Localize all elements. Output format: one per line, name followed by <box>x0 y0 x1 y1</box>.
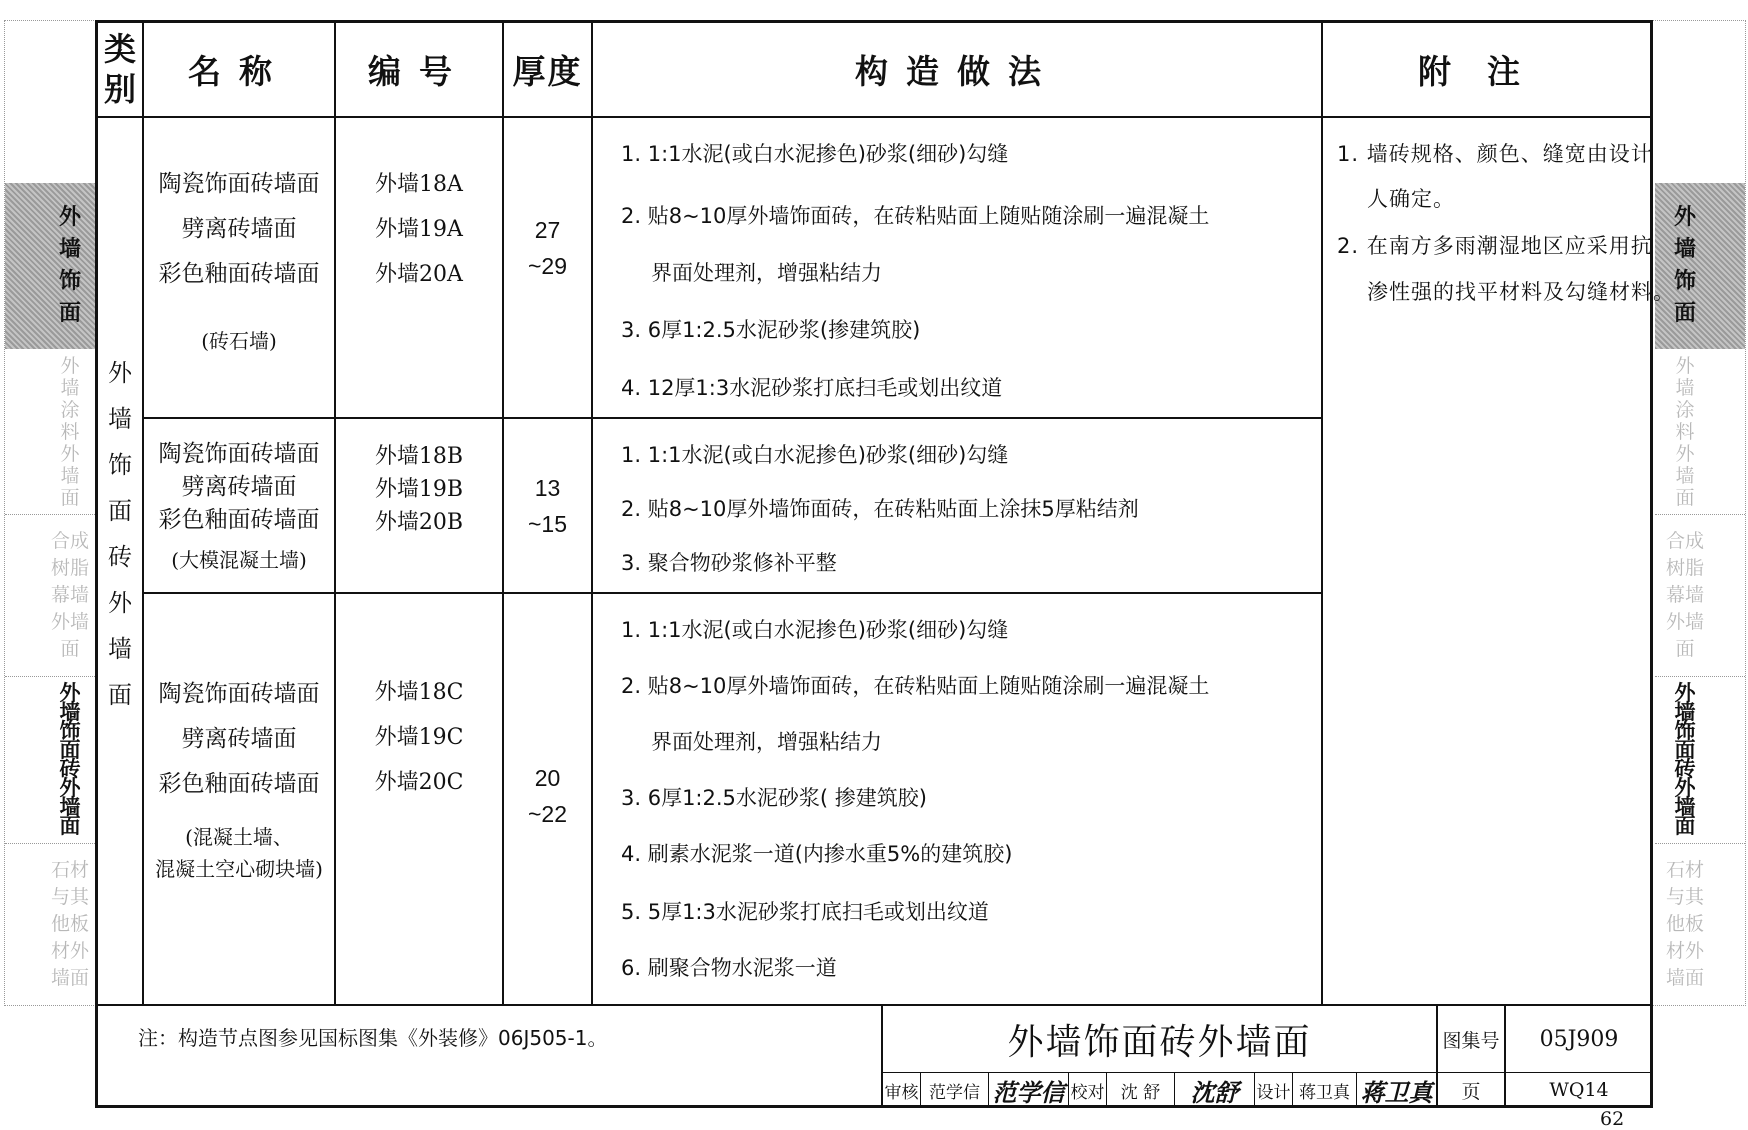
remark-line: 渗性强的找平材料及勾缝材料。 <box>1367 280 1675 304</box>
tab-char: 墙 <box>1675 376 1695 399</box>
tab-char: 他板 <box>1665 913 1704 935</box>
row1-step: 1. 1:1水泥(或白水泥掺色)砂浆(细砂)勾缝 <box>621 142 1009 166</box>
row2-name: 劈离砖墙面 <box>181 474 297 500</box>
row3-step: 3. 6厚1:2.5水泥砂浆( 掺建筑胶) <box>621 786 927 810</box>
row2-name: 陶瓷饰面砖墙面 <box>158 441 320 467</box>
row2-step: 2. 贴8~10厚外墙饰面砖，在砖粘贴面上涂抹5厚粘结剂 <box>621 497 1139 521</box>
header-thickness <box>504 22 591 116</box>
row1-code-cell <box>336 162 502 297</box>
tab-char: 饰 <box>1673 269 1696 294</box>
row2-steps <box>593 419 1321 592</box>
tab-char: 外 <box>60 442 80 465</box>
row3-thickness: 20 <box>534 765 561 791</box>
remark-line: 1. 墙砖规格、颜色、缝宽由设计 <box>1337 142 1653 166</box>
row1-thickness: 27 <box>534 217 561 243</box>
right-tab-resin-curtain-wall[interactable] <box>1655 515 1745 677</box>
row3-code: 外墙20C <box>374 770 464 795</box>
tab-char: 墙 <box>60 464 80 487</box>
header-category <box>98 22 142 116</box>
header-code <box>336 22 502 116</box>
page-value <box>1506 1073 1652 1107</box>
tab-char: 墙 <box>1673 237 1696 262</box>
left-tab-tile-wall-active[interactable] <box>5 677 95 844</box>
header-thickness-label: 厚度 <box>512 51 583 91</box>
row3-name: 劈离砖墙面 <box>181 726 297 752</box>
tab-char: 外 <box>1675 442 1695 465</box>
header-code-label: 编号 <box>368 51 470 91</box>
tab-char: 墙 <box>1674 700 1696 724</box>
drawing-title-text: 外墙饰面砖外墙面 <box>1007 1021 1312 1063</box>
tab-char: 墙 <box>59 795 81 819</box>
row1-name: 陶瓷饰面砖墙面 <box>158 171 320 197</box>
row2-code: 外墙18B <box>374 444 464 469</box>
tab-char: 外 <box>59 776 81 800</box>
header-name <box>144 22 334 116</box>
row3-step: 界面处理剂，增强粘结力 <box>651 730 882 754</box>
tab-char: 合成 <box>50 530 89 552</box>
tab-char: 外墙 <box>50 611 89 633</box>
right-tab-paint-wall[interactable] <box>1655 349 1745 515</box>
row3-name: 陶瓷饰面砖墙面 <box>158 681 320 707</box>
row3-substrate: (混凝土墙、 <box>185 825 293 849</box>
row2-thickness: 13 <box>534 475 561 501</box>
tab-char: 外 <box>1675 354 1695 377</box>
tab-char: 幕墙 <box>50 584 89 606</box>
tab-char: 外 <box>1674 776 1696 800</box>
tab-char: 外 <box>58 205 81 230</box>
row1-thickness: ~29 <box>527 253 567 279</box>
tab-char: 料 <box>60 420 80 443</box>
tab-char: 材外 <box>1665 940 1704 962</box>
category-char: 外 <box>108 359 132 387</box>
tab-char: 面 <box>1675 486 1695 509</box>
remark-line: 2. 在南方多雨潮湿地区应采用抗 <box>1337 234 1653 258</box>
row1-code: 外墙20A <box>375 262 463 287</box>
tab-char: 面 <box>60 486 80 509</box>
tab-char: 幕墙 <box>1665 584 1704 606</box>
signoff-role-review: 审核 <box>883 1073 921 1107</box>
tab-char: 面 <box>59 814 81 838</box>
right-tab-tile-wall-active[interactable] <box>1655 677 1745 844</box>
row2-thickness: ~15 <box>527 511 567 537</box>
atlas-number-label <box>1438 1006 1504 1072</box>
row3-thickness-cell <box>504 760 591 832</box>
row3-name: 彩色釉面砖墙面 <box>158 771 320 797</box>
left-tab-exterior-finish[interactable] <box>5 183 95 349</box>
page-label-text: 页 <box>1461 1080 1481 1103</box>
tab-char: 面 <box>58 301 81 326</box>
category-char: 面 <box>108 497 132 525</box>
row3-code: 外墙19C <box>374 725 464 750</box>
tab-char: 墙 <box>60 376 80 399</box>
category-char: 墙 <box>108 635 132 663</box>
row2-code: 外墙20B <box>374 510 464 535</box>
tab-char: 树脂 <box>1665 557 1704 579</box>
remarks-cell <box>1323 118 1675 1004</box>
atlas-number-label-text: 图集号 <box>1442 1029 1500 1052</box>
tab-char: 外 <box>60 354 80 377</box>
row2-code-cell <box>336 440 502 539</box>
page-label <box>1438 1073 1504 1107</box>
left-tab-stone-panel-wall[interactable] <box>5 844 95 1005</box>
tab-char: 涂 <box>1675 398 1695 421</box>
row2-step: 1. 1:1水泥(或白水泥掺色)砂浆(细砂)勾缝 <box>621 443 1009 467</box>
tab-char: 饰 <box>1674 719 1696 743</box>
tab-char: 砖 <box>1674 757 1696 781</box>
row3-step: 6. 刷聚合物水泥浆一道 <box>621 956 837 980</box>
tab-char: 墙 <box>58 237 81 262</box>
row1-thickness-cell <box>504 212 591 284</box>
tab-char: 面 <box>59 738 81 762</box>
header-category-char: 别 <box>103 70 136 108</box>
tab-char: 面 <box>60 638 80 660</box>
category-label <box>98 350 142 718</box>
row1-step: 2. 贴8~10厚外墙饰面砖，在砖粘贴面上随贴随涂刷一遍混凝土 <box>621 204 1210 228</box>
tab-char: 面 <box>1674 814 1696 838</box>
page-number: 62 <box>1600 1108 1625 1130</box>
header-remarks <box>1323 22 1651 116</box>
category-char: 墙 <box>108 405 132 433</box>
tab-char: 料 <box>1675 420 1695 443</box>
row2-substrate: (大模混凝土墙) <box>171 548 307 572</box>
tab-char: 饰 <box>58 269 81 294</box>
tab-char: 外 <box>1673 205 1696 230</box>
row1-code: 外墙19A <box>375 217 463 242</box>
tab-char: 石材 <box>50 859 89 881</box>
row1-step: 4. 12厚1:3水泥砂浆打底扫毛或划出纹道 <box>621 376 1003 400</box>
atlas-number-value <box>1506 1006 1652 1072</box>
row3-steps <box>593 594 1321 1004</box>
header-category-char: 类 <box>103 30 136 68</box>
right-tab-exterior-finish[interactable] <box>1655 183 1745 349</box>
header-remarks-label: 附注 <box>1418 51 1556 91</box>
row3-name-cell <box>144 672 334 885</box>
tab-char: 墙面 <box>1665 967 1704 989</box>
tab-char: 外墙 <box>1665 611 1704 633</box>
header-construction <box>593 22 1321 116</box>
signoff-role-design: 设计 <box>1255 1073 1293 1107</box>
row3-step: 1. 1:1水泥(或白水泥掺色)砂浆(细砂)勾缝 <box>621 618 1009 642</box>
category-char: 饰 <box>108 451 132 479</box>
tab-char: 砖 <box>59 757 81 781</box>
header-name-label: 名称 <box>188 51 290 91</box>
row1-substrate: (砖石墙) <box>201 329 277 353</box>
signature-check: 沈舒 <box>1175 1073 1255 1107</box>
tab-char: 饰 <box>59 719 81 743</box>
row3-code: 外墙18C <box>374 680 464 705</box>
row1-name: 彩色釉面砖墙面 <box>158 261 320 287</box>
signoff-name-check: 沈 舒 <box>1107 1073 1175 1107</box>
remark-line: 人确定。 <box>1367 187 1455 211</box>
row3-code-cell <box>336 670 502 805</box>
row2-thickness-cell <box>504 470 591 542</box>
signature-design: 蒋卫真 <box>1360 1077 1433 1107</box>
row2-name: 彩色釉面砖墙面 <box>158 507 320 533</box>
row3-step: 2. 贴8~10厚外墙饰面砖，在砖粘贴面上随贴随涂刷一遍混凝土 <box>621 674 1210 698</box>
row1-name: 劈离砖墙面 <box>181 216 297 242</box>
tab-char: 与其 <box>1665 886 1704 908</box>
row2-step: 3. 聚合物砂浆修补平整 <box>621 551 837 575</box>
header-construction-label: 构造做法 <box>855 51 1059 91</box>
row3-thickness: ~22 <box>527 801 567 827</box>
row1-step: 3. 6厚1:2.5水泥砂浆(掺建筑胶) <box>621 318 921 342</box>
category-char: 砖 <box>108 543 132 571</box>
tab-char: 墙 <box>1674 795 1696 819</box>
row1-code: 外墙18A <box>375 172 463 197</box>
drawing-title <box>883 1006 1436 1072</box>
signoff-role-check: 校对 <box>1069 1073 1107 1107</box>
signoff-name-design: 蒋卫真 <box>1293 1073 1357 1107</box>
page-value-text: WQ14 <box>1549 1079 1609 1101</box>
row3-step: 5. 5厚1:3水泥砂浆打底扫毛或划出纹道 <box>621 900 989 924</box>
tab-char: 石材 <box>1665 859 1704 881</box>
tab-char: 他板 <box>50 913 89 935</box>
tab-char: 面 <box>1675 638 1695 660</box>
right-tab-stone-panel-wall[interactable] <box>1655 844 1745 1005</box>
tab-char: 墙 <box>1675 464 1695 487</box>
tab-char: 墙 <box>59 700 81 724</box>
signoff-row <box>883 1073 1436 1107</box>
tab-char: 墙面 <box>50 967 89 989</box>
category-char: 外 <box>108 589 132 617</box>
tab-char: 面 <box>1673 301 1696 326</box>
row1-steps <box>593 118 1321 417</box>
left-tab-resin-curtain-wall[interactable] <box>5 515 95 677</box>
tab-char: 面 <box>1674 738 1696 762</box>
tab-char: 与其 <box>50 886 89 908</box>
footer-note: 注：构造节点图参见国标图集《外装修》06J505-1。 <box>138 1026 608 1050</box>
tab-char: 材外 <box>50 940 89 962</box>
atlas-number-value-text: 05J909 <box>1539 1026 1619 1052</box>
row3-substrate: 混凝土空心砌块墙) <box>155 857 323 881</box>
tab-char: 外 <box>1674 681 1696 705</box>
signoff-name-review: 范学信 <box>921 1073 989 1107</box>
category-char: 面 <box>108 681 132 709</box>
tab-char: 合成 <box>1665 530 1704 552</box>
left-tab-paint-wall[interactable] <box>5 349 95 515</box>
row2-code: 外墙19B <box>374 477 464 502</box>
row1-step: 界面处理剂，增强粘结力 <box>651 261 882 285</box>
tab-char: 涂 <box>60 398 80 421</box>
row2-name-cell <box>144 438 334 583</box>
row3-step: 4. 刷素水泥浆一道(内掺水重5%的建筑胶) <box>621 842 1013 866</box>
tab-char: 外 <box>59 681 81 705</box>
row1-name-cell <box>144 162 334 364</box>
signature-review: 范学信 <box>989 1073 1069 1107</box>
tab-char: 树脂 <box>50 557 89 579</box>
